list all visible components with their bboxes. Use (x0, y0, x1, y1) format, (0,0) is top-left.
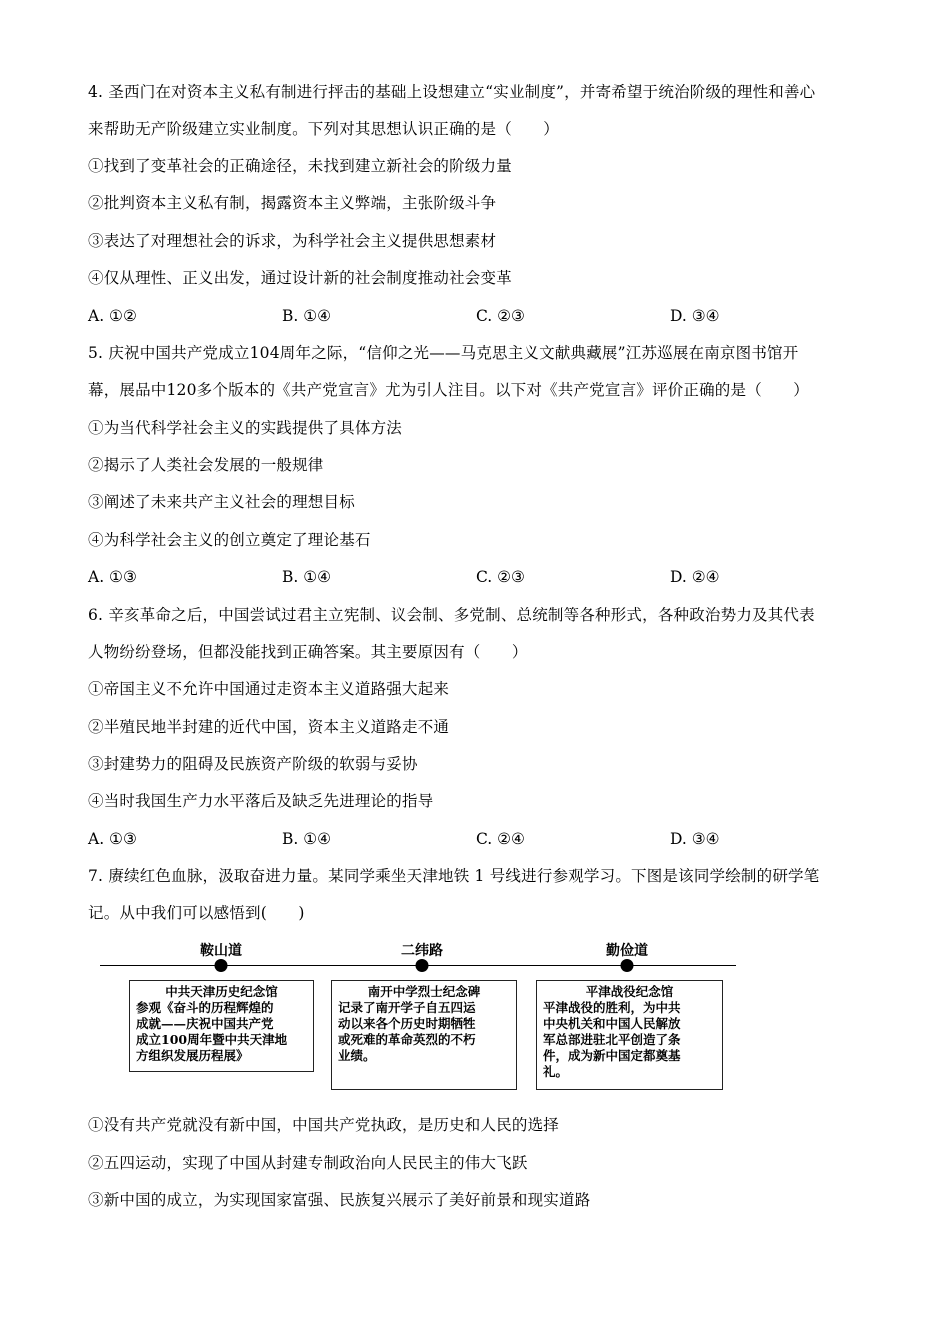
station-label-anshandao: 鞍山道 (200, 943, 242, 959)
note-card-pingjin-campaign-museum (536, 980, 723, 1090)
station-label-qinjiandao: 勤俭道 (606, 943, 648, 959)
q4-stem-line2: 来帮助无产阶级建立实业制度。下列对其思想认识正确的是（ ） (88, 120, 560, 138)
q4-option-a[interactable]: A. ①② (88, 307, 137, 325)
q6-option-b[interactable]: B. ①④ (282, 830, 332, 848)
q5-option-d[interactable]: D. ②④ (670, 568, 720, 586)
q5-item-3: ③阐述了未来共产主义社会的理想目标 (88, 493, 355, 511)
note-card-title: 平津战役纪念馆 (585, 984, 674, 999)
station-dot-anshandao (215, 959, 228, 972)
q6-option-d[interactable]: D. ③④ (670, 830, 720, 848)
q5-item-4: ④为科学社会主义的创立奠定了理论基石 (88, 531, 371, 549)
q4-item-1: ①找到了变革社会的正确途径，未找到建立新社会的阶级力量 (88, 157, 512, 175)
station-dot-qinjiandao (621, 959, 634, 972)
note-card-body: 平津战役的胜利，为中共 中央机关和中国人民解放 军总部进驻北平创造了条 件，成为新中国定都奠基 礼。 (543, 1000, 681, 1079)
q6-item-4: ④当时我国生产力水平落后及缺乏先进理论的指导 (88, 792, 434, 810)
q5-option-a[interactable]: A. ①③ (88, 568, 137, 586)
station-label-erweilu: 二纬路 (401, 943, 443, 959)
q5-item-2: ②揭示了人类社会发展的一般规律 (88, 456, 324, 474)
q5-option-b[interactable]: B. ①④ (282, 568, 332, 586)
q4-option-b[interactable]: B. ①④ (282, 307, 332, 325)
q4-item-2: ②批判资本主义私有制，揭露资本主义弊端，主张阶级斗争 (88, 194, 497, 212)
note-card-nankai-martyrs-monument (331, 980, 517, 1090)
q6-stem-line2: 人物纷纷登场，但都没能找到正确答案。其主要原因有（ ） (88, 643, 528, 661)
q5-stem-line2: 幕，展品中120多个版本的《共产党宣言》尤为引人注目。以下对《共产党宣言》评价正确的是（ ） (88, 381, 809, 399)
note-card-body: 记录了南开学子自五四运 动以来各个历史时期牺牲 或死难的革命英烈的不朽 业绩。 (338, 1000, 476, 1063)
q7-item-2: ②五四运动，实现了中国从封建专制政治向人民民主的伟大飞跃 (88, 1154, 528, 1172)
note-card-title: 南开中学烈士纪念碑 (367, 984, 481, 999)
q6-item-2: ②半殖民地半封建的近代中国，资本主义道路走不通 (88, 718, 450, 736)
q4-item-3: ③表达了对理想社会的诉求，为科学社会主义提供思想素材 (88, 232, 497, 250)
q4-option-c[interactable]: C. ②③ (476, 307, 525, 325)
q6-item-3: ③封建势力的阻碍及民族资产阶级的软弱与妥协 (88, 755, 418, 773)
q7-item-3: ③新中国的成立，为实现国家富强、民族复兴展示了美好前景和现实道路 (88, 1191, 591, 1209)
q7-stem-line2: 记。从中我们可以感悟到( ) (88, 904, 305, 922)
note-card-title: 中共天津历史纪念馆 (165, 984, 278, 999)
note-card-tianjin-party-history-museum (129, 980, 314, 1072)
q6-option-a[interactable]: A. ①③ (88, 830, 137, 848)
q6-stem-line1: 6. 辛亥革命之后，中国尝试过君主立宪制、议会制、多党制、总统制等各种形式，各种政治势力及其代表 (88, 606, 815, 624)
q7-item-1: ①没有共产党就没有新中国，中国共产党执政，是历史和人民的选择 (88, 1116, 560, 1134)
q4-stem-line1: 4. 圣西门在对资本主义私有制进行抨击的基础上设想建立“实业制度”，并寄希望于统治阶级的理性和善心 (88, 83, 816, 101)
q5-option-c[interactable]: C. ②③ (476, 568, 525, 586)
q4-option-d[interactable]: D. ③④ (670, 307, 720, 325)
station-dot-erweilu (416, 959, 429, 972)
note-card-body: 参观《奋斗的历程辉煌的 成就——庆祝中国共产党 成立100周年暨中共天津地 方组织发展历程展》 (136, 1000, 288, 1063)
q5-stem-line1: 5. 庆祝中国共产党成立104周年之际，“信仰之光——马克思主义文献典藏展”江苏巡展在南京图书馆开 (88, 344, 799, 362)
metro-study-notes-diagram (100, 940, 740, 1100)
q7-stem-line1: 7. 赓续红色血脉，汲取奋进力量。某同学乘坐天津地铁 1 号线进行参观学习。下图是该同学绘制的研学笔 (88, 867, 820, 885)
q4-item-4: ④仅从理性、正义出发，通过设计新的社会制度推动社会变革 (88, 269, 512, 287)
q6-item-1: ①帝国主义不允许中国通过走资本主义道路强大起来 (88, 680, 450, 698)
q6-option-c[interactable]: C. ②④ (476, 830, 525, 848)
q5-item-1: ①为当代科学社会主义的实践提供了具体方法 (88, 419, 403, 437)
